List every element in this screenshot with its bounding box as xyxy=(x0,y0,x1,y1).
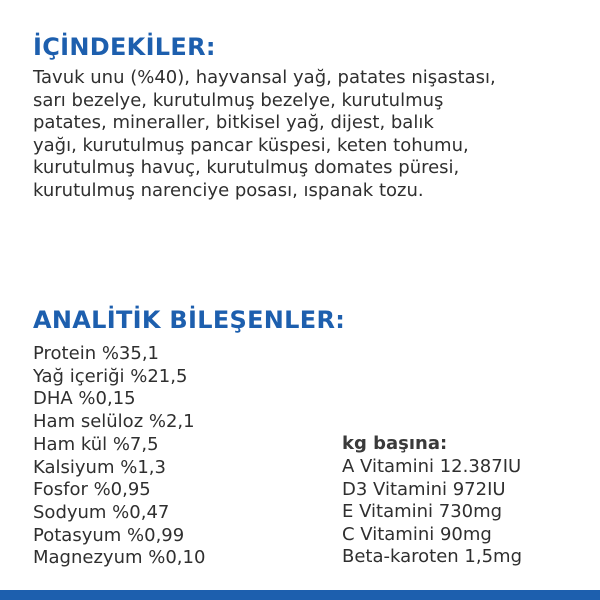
beta-carotene: Beta-karoten 1,5mg xyxy=(342,546,523,567)
analytic-heading: ANALİTİK BİLEŞENLER: xyxy=(33,306,346,334)
analytic-item-crude-fiber: Ham selüloz %2,1 xyxy=(33,411,195,433)
per-kg-section xyxy=(342,432,522,569)
ingredients-line: kurutulmuş narenciye posası, ıspanak tozu. xyxy=(33,179,424,201)
analytic-item-crude-ash: Ham kül %7,5 xyxy=(33,433,159,455)
analytic-item-fat: Yağ içeriği %21,5 xyxy=(33,365,188,387)
analytic-list xyxy=(33,343,205,570)
analytic-item-dha: DHA %0,15 xyxy=(33,388,136,410)
analytic-item-magnesium: Magnezyum %0,10 xyxy=(33,547,206,569)
analytic-item-calcium: Kalsiyum %1,3 xyxy=(33,456,166,478)
per-kg-heading: kg başına: xyxy=(342,433,448,454)
analytic-item-potassium: Potasyum %0,99 xyxy=(33,524,185,546)
ingredients-line: patates, mineraller, bitkisel yağ, dijest, balık xyxy=(33,112,434,133)
ingredients-line: kurutulmuş havuç, kurutulmuş domates püresi, xyxy=(33,157,460,178)
ingredients-text xyxy=(33,67,593,202)
analytic-item-sodium: Sodyum %0,47 xyxy=(33,501,170,523)
bottom-accent-bar xyxy=(0,590,600,600)
vitamin-d3: D3 Vitamini 972IU xyxy=(342,478,506,500)
ingredients-line: sarı bezelye, kurutulmuş bezelye, kurutulmuş xyxy=(33,89,444,111)
ingredients-line: yağı, kurutulmuş pancar küspesi, keten tohumu, xyxy=(33,134,469,156)
vitamin-c: C Vitamini 90mg xyxy=(342,523,492,545)
ingredients-heading: İÇİNDEKİLER: xyxy=(33,33,216,61)
vitamin-e: E Vitamini 730mg xyxy=(342,501,503,522)
vitamin-a: A Vitamini 12.387IU xyxy=(342,456,522,477)
analytic-item-protein: Protein %35,1 xyxy=(33,343,159,364)
analytic-item-phosphorus: Fosfor %0,95 xyxy=(33,479,151,501)
ingredients-line: Tavuk unu (%40), hayvansal yağ, patates nişastası, xyxy=(33,67,496,88)
